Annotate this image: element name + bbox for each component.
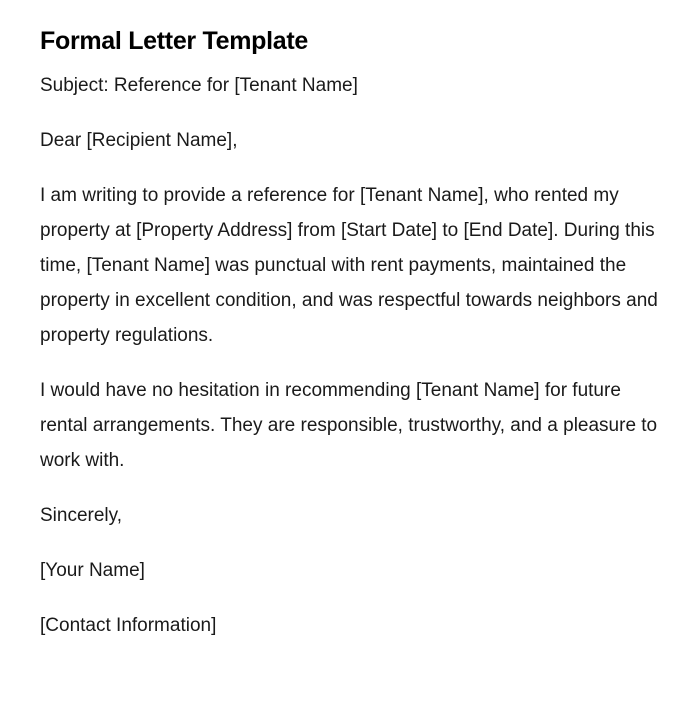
- page-title: Formal Letter Template: [40, 27, 308, 55]
- body-paragraph-2: I would have no hesitation in recommending [Tenant Name] for future rental arrangements. They are responsible, trustworthy, and a pleasure to work with.: [40, 380, 658, 471]
- body-paragraph-1: I am writing to provide a reference for [Tenant Name], who rented my property at [Property Address] from [Start Date] to [End Date]. During this time, [Tenant Name] was punctual with rent payments, maintained the property in excellent condition, and was respectful towards neighbors and property regulations.: [40, 185, 658, 346]
- contact-information: [Contact Information]: [40, 615, 217, 636]
- salutation: Dear [Recipient Name],: [40, 130, 238, 151]
- closing: Sincerely,: [40, 505, 123, 526]
- subject-line: Subject: Reference for [Tenant Name]: [40, 75, 358, 96]
- signature-name: [Your Name]: [40, 560, 145, 581]
